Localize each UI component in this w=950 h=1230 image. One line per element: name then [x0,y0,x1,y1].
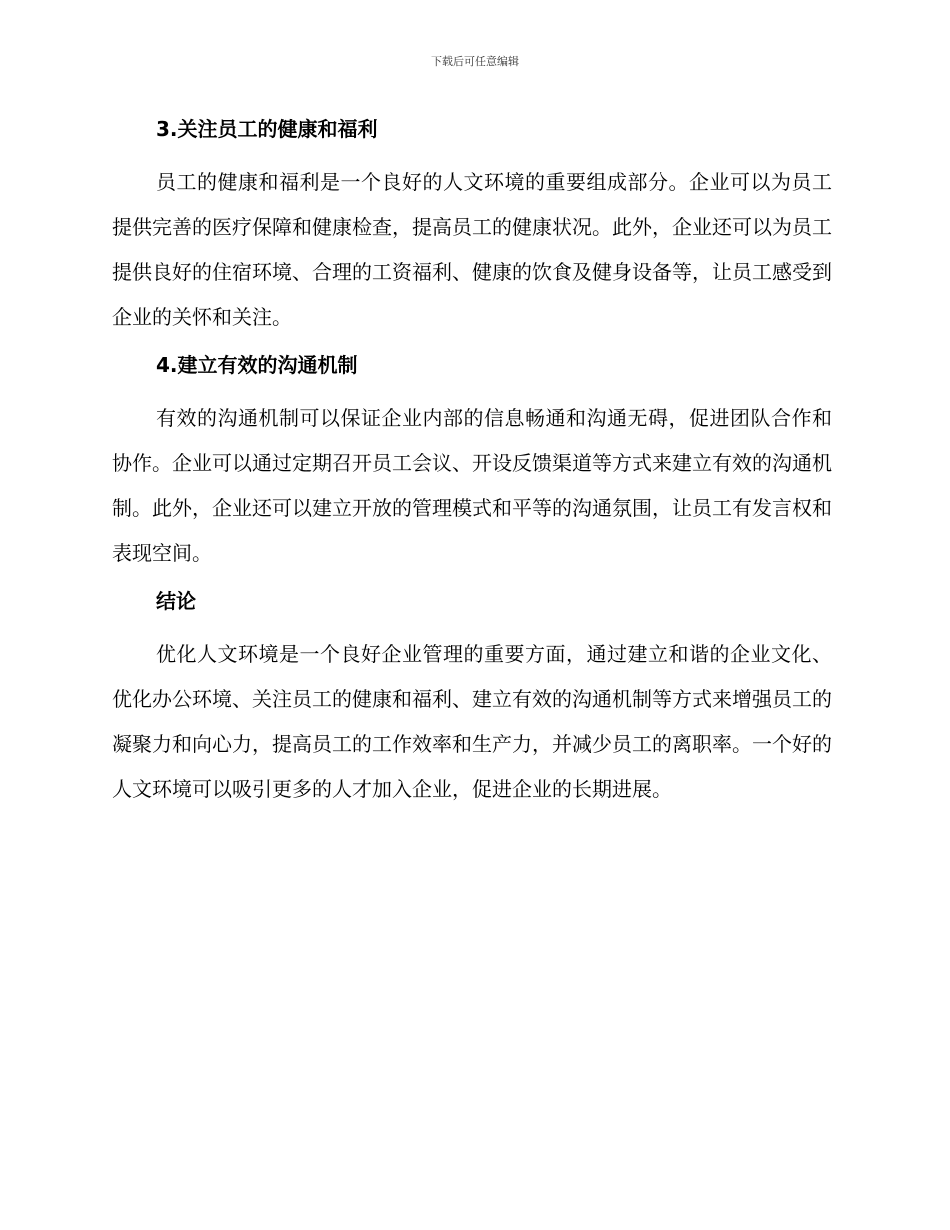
section-heading: 4.建立有效的沟通机制 [156,353,358,377]
section-communication [112,348,832,576]
section-conclusion [112,584,832,812]
page-header: 下载后可任意编辑 [431,55,519,68]
section-paragraph: 员工的健康和福利是一个良好的人文环境的重要组成部分。企业可以为员工提供完善的医疗保障和健康检查，提高员工的健康状况。此外，企业还可以为员工提供良好的住宿环境、合理的工资福利、健康的饮食及健身设备等，让员工感受到企业的关怀和关注。 [112,170,832,329]
section-heading: 3.关注员工的健康和福利 [156,117,378,141]
section-paragraph: 有效的沟通机制可以保证企业内部的信息畅通和沟通无碍，促进团队合作和协作。企业可以通过定期召开员工会议、开设反馈渠道等方式来建立有效的沟通机制。此外，企业还可以建立开放的管理模式和平等的沟通氛围，让员工有发言权和表现空间。 [112,406,832,565]
section-heading: 结论 [156,589,196,613]
section-health-welfare [112,112,832,340]
document-body [112,112,832,820]
section-paragraph: 优化人文环境是一个良好企业管理的重要方面，通过建立和谐的企业文化、优化办公环境、关注员工的健康和福利、建立有效的沟通机制等方式来增强员工的凝聚力和向心力，提高员工的工作效率和生产力，并减少员工的离职率。一个好的人文环境可以吸引更多的人才加入企业，促进企业的长期进展。 [112,642,832,801]
